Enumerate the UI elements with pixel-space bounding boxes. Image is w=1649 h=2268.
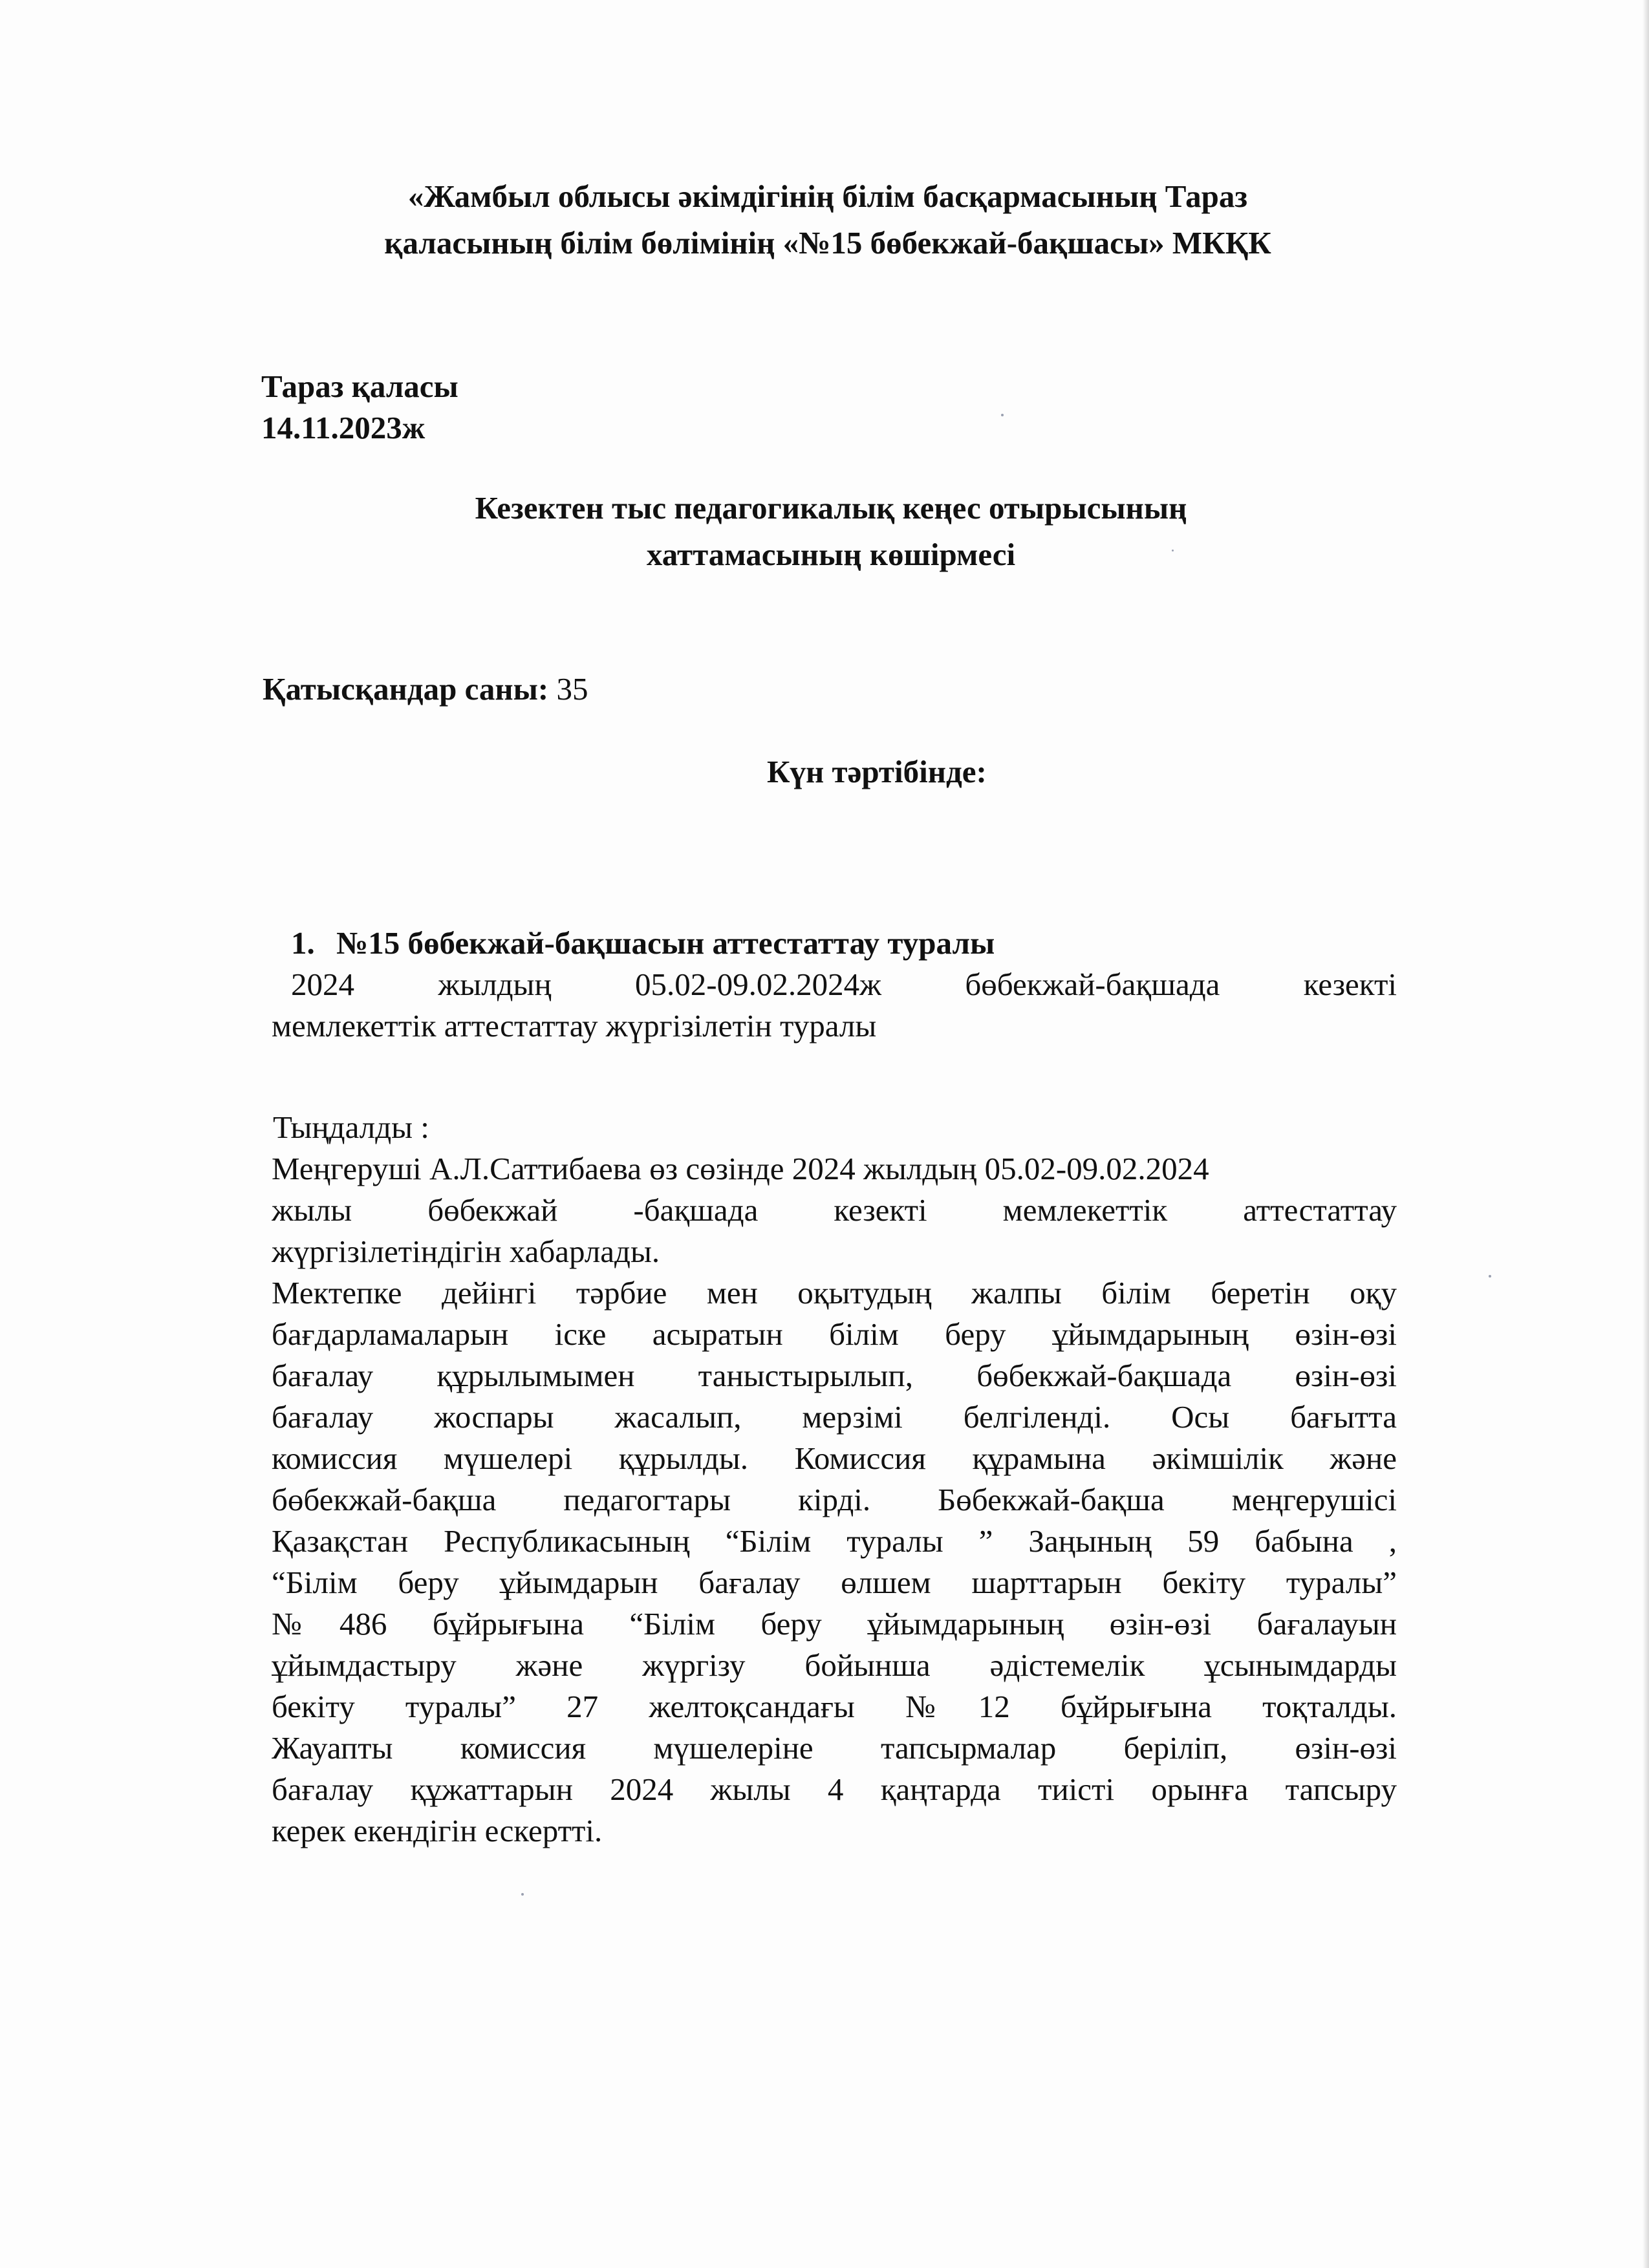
document-date: 14.11.2023ж xyxy=(261,410,426,445)
agenda-item-heading xyxy=(291,923,995,964)
body-line: бағалау құрылымымен таныстырылып, бөбекжай-бақшада өзін-өзі xyxy=(272,1358,1397,1393)
organization-title xyxy=(246,173,1410,266)
body-line: “Білім беру ұйымдарын бағалау өлшем шарттарын бекіту туралы” xyxy=(272,1565,1397,1600)
agenda-item-title: №15 бөбекжай-бақшасын аттестаттау туралы xyxy=(336,925,995,961)
body-line: жылы бөбекжай -бақшада кезекті мемлекеттік аттестаттау xyxy=(272,1192,1397,1228)
body-line: бағалау жоспары жасалып, мерзімі белгіленді. Осы бағытта xyxy=(272,1399,1397,1435)
organization-title-line-2: қаласының білім бөлімінің «№15 бөбекжай-бақшасы» МКҚК xyxy=(384,225,1271,261)
intro-line: мемлекеттік аттестаттау жүргізілетін туралы xyxy=(272,1008,877,1043)
scan-speckle xyxy=(1172,550,1174,551)
participants-value: 35 xyxy=(548,671,588,707)
organization-title-line-1: «Жамбыл облысы әкімдігінің білім басқармасының Тараз xyxy=(407,178,1248,214)
participants-label: Қатысқандар саны: xyxy=(263,671,549,707)
heard-section xyxy=(272,1107,1397,1852)
body-line: бөбекжай-бақша педагогтары кірді. Бөбекжай-бақша меңгерушісі xyxy=(272,1482,1397,1517)
body-line: бағдарламаларын іске асыратын білім беру ұйымдарының өзін-өзі xyxy=(272,1316,1397,1352)
scan-speckle xyxy=(1001,414,1004,416)
agenda-item-intro xyxy=(272,964,1397,1047)
participants-count xyxy=(263,669,588,710)
body-line: керек екендігін ескертті. xyxy=(272,1813,603,1848)
city-name: Тараз қаласы xyxy=(261,369,458,404)
body-line: комиссия мүшелері құрылды. Комиссия құрамына әкімшілік және xyxy=(272,1440,1397,1476)
body-line: бекіту туралы” 27 желтоқсандағы №12 бұйрығына тоқталды. xyxy=(272,1689,1397,1724)
body-line: Мектепке дейінгі тәрбие мен оқытудың жалпы білім беретін оқу xyxy=(272,1275,1397,1311)
place-and-date xyxy=(261,366,458,449)
body-line: жүргізілетіндігін хабарлады. xyxy=(272,1234,660,1269)
agenda-item-number: 1. xyxy=(291,925,315,961)
heard-label: Тыңдалды : xyxy=(273,1109,429,1145)
body-line: ұйымдастыру және жүргізу бойынша әдістемелік ұсынымдарды xyxy=(272,1647,1397,1683)
intro-line: 2024 жылдың 05.02-09.02.2024ж бөбекжай-бақшада кезекті xyxy=(291,967,1397,1002)
body-line: Жауапты комиссия мүшелеріне тапсырмалар беріліп, өзін-өзі xyxy=(272,1730,1397,1766)
document-title-line-2: хаттамасының көшірмесі xyxy=(646,537,1016,572)
document-title-line-1: Кезектен тыс педагогикалық кеңес отырысының xyxy=(475,490,1187,526)
body-line: бағалау құжаттарын 2024 жылы 4 қаңтарда тиісті орынға тапсыру xyxy=(272,1771,1397,1807)
body-line: Меңгеруші А.Л.Саттибаева өз сөзінде 2024 жылдың 05.02-09.02.2024 xyxy=(272,1151,1209,1186)
scan-edge-shadow xyxy=(1643,0,1649,2268)
document-title xyxy=(336,485,1326,578)
scan-speckle xyxy=(521,1893,524,1896)
body-line: №486 бұйрығына “Білім беру ұйымдарының өзін-өзі бағалауын xyxy=(272,1606,1397,1642)
scan-speckle xyxy=(1489,1275,1491,1278)
body-line: Қазақстан Республикасының “Білім туралы ” Заңының 59 бабына , xyxy=(272,1523,1397,1559)
agenda-heading: Күн тәртібінде: xyxy=(767,754,987,789)
